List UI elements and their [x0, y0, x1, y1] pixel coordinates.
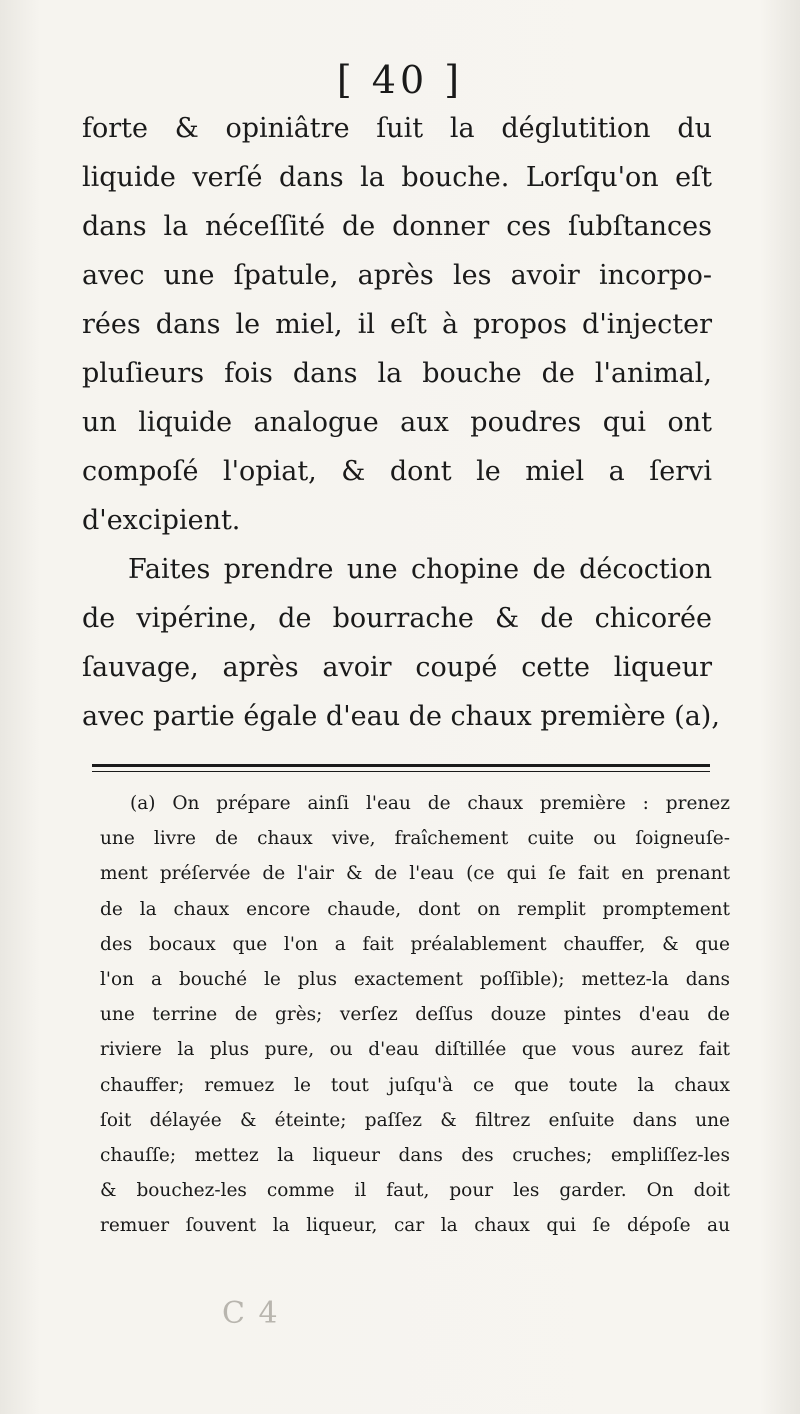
footnote-line: des bocaux que l'on a fait préalablement chauffer, & que	[100, 933, 730, 955]
text-line: compoſé l'opiat, & dont le miel a ſervi	[82, 456, 712, 487]
footnote-line: une livre de chaux vive, fraîchement cuite ou ſoigneuſe-	[100, 828, 730, 850]
footnote-rule	[92, 764, 710, 767]
footnote-line: de la chaux encore chaude, dont on remplit promptement	[100, 898, 730, 920]
page-number: [ 40 ]	[336, 58, 464, 102]
text-line: Faites prendre une chopine de décoction	[128, 554, 712, 585]
signature-mark: C 4	[222, 1296, 280, 1331]
text-line: rées dans le miel, il eſt à propos d'injecter	[82, 309, 712, 340]
footnote-line: une terrine de grès; verſez deſſus douze pintes d'eau de	[100, 1004, 730, 1026]
main-text	[82, 104, 720, 741]
text-line: de vipérine, de bourrache & de chicorée	[82, 603, 712, 634]
footnote-line: (a) On prépare ainſi l'eau de chaux première : prenez	[130, 793, 730, 814]
footnote-line: ſoit délayée & éteinte; paſſez & filtrez enſuite dans une	[100, 1109, 730, 1131]
text-line: d'excipient.	[82, 505, 241, 536]
footnote	[100, 786, 730, 1243]
text-line: ſauvage, après avoir coupé cette liqueur	[82, 652, 712, 683]
footnote-line: riviere la plus pure, ou d'eau diſtillée que vous aurez fait	[100, 1039, 730, 1061]
footnote-line: remuer ſouvent la liqueur, car la chaux qui ſe dépoſe au	[100, 1215, 730, 1237]
text-line: un liquide analogue aux poudres qui ont	[82, 407, 712, 438]
footnote-rule-thin	[92, 771, 710, 772]
footnote-line: chauffer; remuez le tout juſqu'à ce que toute la chaux	[100, 1074, 730, 1096]
text-line: forte & opiniâtre ſuit la déglutition du	[82, 113, 712, 144]
text-line: avec partie égale d'eau de chaux première (a),	[82, 701, 720, 732]
text-line: dans la néceſſité de donner ces ſubſtances	[82, 211, 712, 242]
footnote-line: ment préſervée de l'air & de l'eau (ce qui ſe fait en prenant	[100, 863, 730, 885]
text-line: avec une ſpatule, après les avoir incorpo-	[82, 260, 712, 291]
text-line: liquide verſé dans la bouche. Lorſqu'on eſt	[82, 162, 712, 193]
text-line: pluſieurs fois dans la bouche de l'animal,	[82, 358, 712, 389]
footnote-line: l'on a bouché le plus exactement poſſible); mettez-la dans	[100, 968, 730, 990]
footnote-line: & bouchez-les comme il faut, pour les garder. On doit	[100, 1180, 730, 1202]
footnote-line: chauſſe; mettez la liqueur dans des cruches; empliſſez-les	[100, 1144, 730, 1166]
